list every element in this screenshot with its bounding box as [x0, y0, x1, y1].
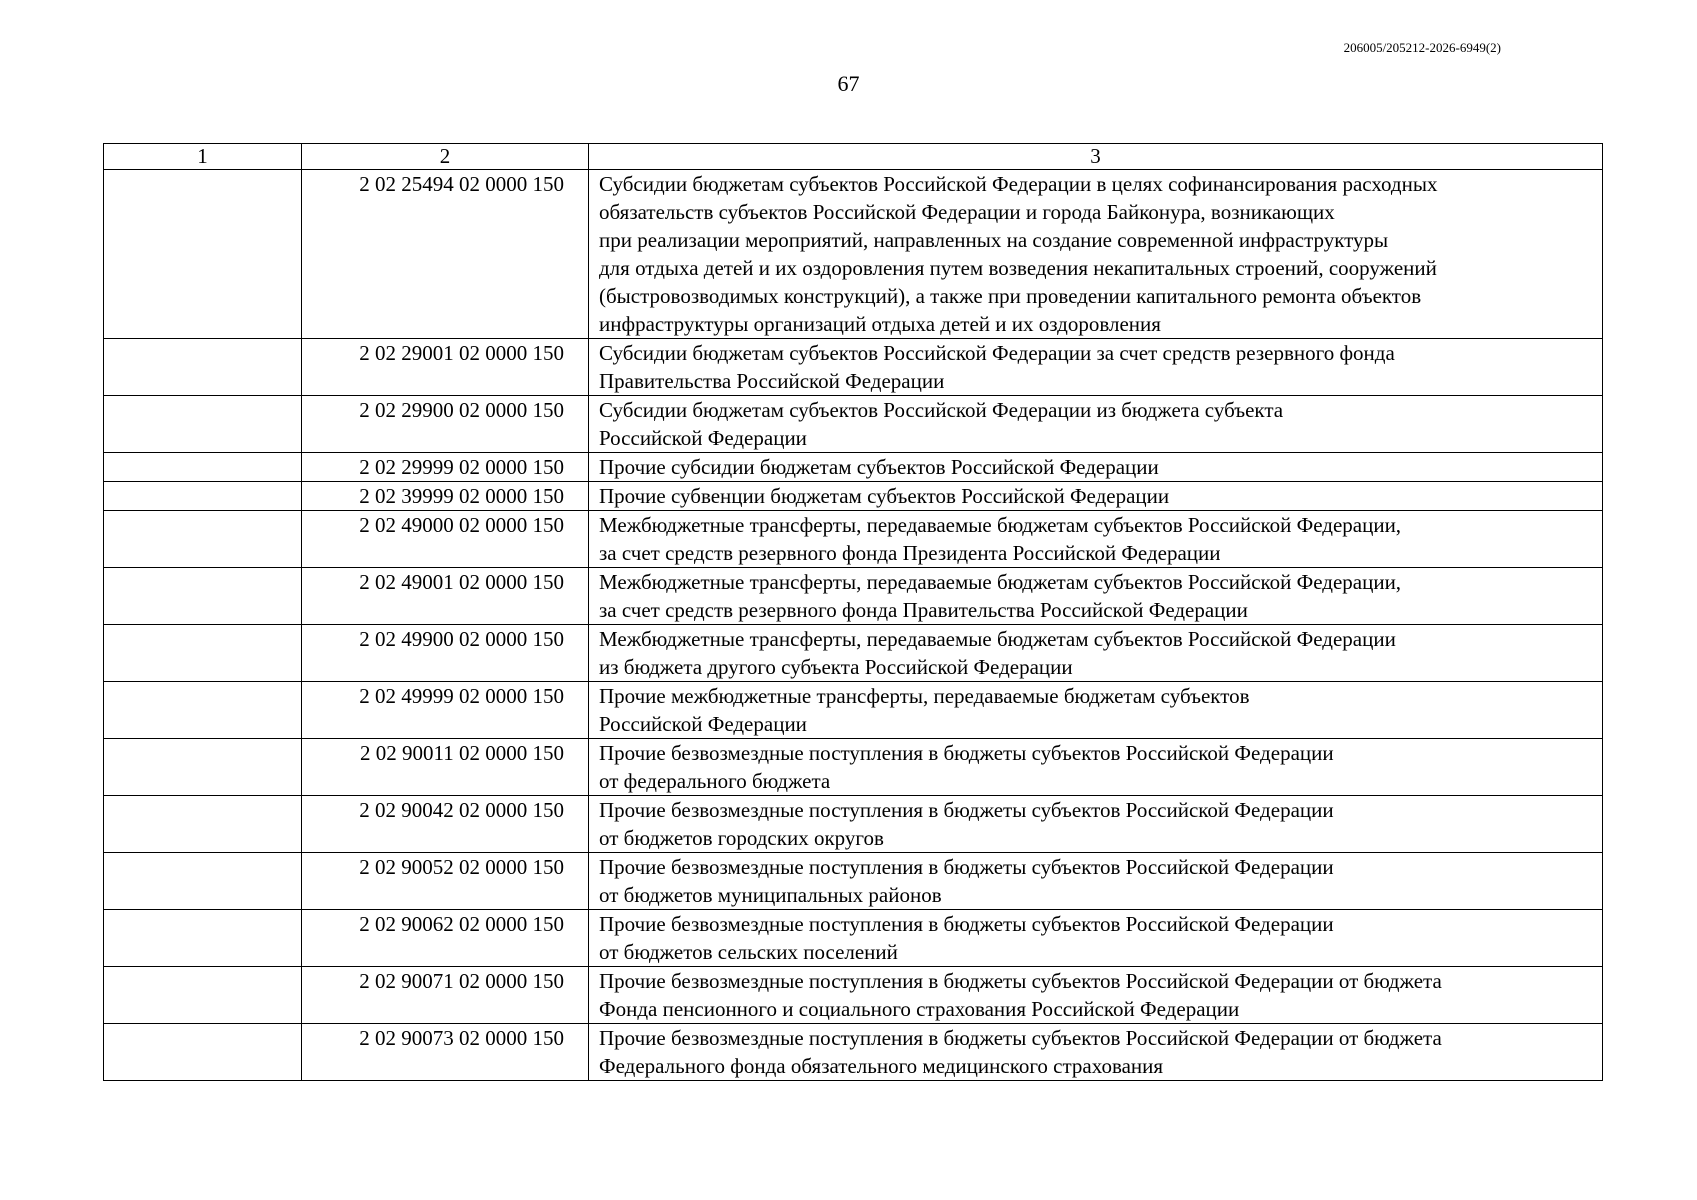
description-line: от федерального бюджета	[599, 769, 831, 793]
description-line: Межбюджетные трансферты, передаваемые бюджетам субъектов Российской Федерации,	[599, 513, 1402, 537]
budget-code-cell: 2 02 49900 02 0000 150	[302, 625, 589, 682]
row-number-cell	[104, 482, 302, 511]
description-cell	[589, 796, 1603, 853]
description-line: Прочие субсидии бюджетам субъектов Российской Федерации	[599, 455, 1159, 479]
table-row	[104, 396, 1603, 453]
row-number-cell	[104, 396, 302, 453]
description-line: за счет средств резервного фонда Президента Российской Федерации	[599, 541, 1221, 565]
budget-code-cell: 2 02 90011 02 0000 150	[302, 739, 589, 796]
row-number-cell	[104, 453, 302, 482]
page-number: 67	[837, 71, 860, 96]
row-number-cell	[104, 339, 302, 396]
budget-code-cell: 2 02 90062 02 0000 150	[302, 910, 589, 967]
description-line: из бюджета другого субъекта Российской Федерации	[599, 655, 1073, 679]
row-number-cell	[104, 910, 302, 967]
table-row	[104, 339, 1603, 396]
description-line: Прочие субвенции бюджетам субъектов Российской Федерации	[599, 484, 1170, 508]
description-line: Субсидии бюджетам субъектов Российской Федерации за счет средств резервного фонда	[599, 341, 1395, 365]
row-number-cell	[104, 967, 302, 1024]
description-line: Российской Федерации	[599, 712, 807, 736]
description-cell	[589, 396, 1603, 453]
budget-code-cell: 2 02 90071 02 0000 150	[302, 967, 589, 1024]
budget-code-cell: 2 02 25494 02 0000 150	[302, 170, 589, 339]
description-cell	[589, 910, 1603, 967]
description-cell	[589, 625, 1603, 682]
budget-code-cell: 2 02 90073 02 0000 150	[302, 1024, 589, 1081]
description-line: Межбюджетные трансферты, передаваемые бюджетам субъектов Российской Федерации,	[599, 570, 1402, 594]
table-row	[104, 453, 1603, 482]
budget-classification-table	[103, 143, 1603, 1081]
description-line: от бюджетов городских округов	[599, 826, 884, 850]
column-header-3: 3	[589, 144, 1603, 170]
description-line: от бюджетов сельских поселений	[599, 940, 898, 964]
description-line: Российской Федерации	[599, 426, 807, 450]
description-line: Субсидии бюджетам субъектов Российской Федерации в целях софинансирования расходных	[599, 172, 1438, 196]
table-header-row	[104, 144, 1603, 170]
budget-code-cell: 2 02 90042 02 0000 150	[302, 796, 589, 853]
table-row	[104, 482, 1603, 511]
description-cell	[589, 482, 1603, 511]
description-cell	[589, 511, 1603, 568]
description-line: от бюджетов муниципальных районов	[599, 883, 942, 907]
budget-code-cell: 2 02 29999 02 0000 150	[302, 453, 589, 482]
description-line: Прочие безвозмездные поступления в бюджеты субъектов Российской Федерации	[599, 912, 1334, 936]
row-number-cell	[104, 170, 302, 339]
description-line: за счет средств резервного фонда Правительства Российской Федерации	[599, 598, 1248, 622]
table-row	[104, 796, 1603, 853]
description-cell	[589, 682, 1603, 739]
row-number-cell	[104, 511, 302, 568]
description-line: Фонда пенсионного и социального страхования Российской Федерации	[599, 997, 1240, 1021]
description-cell	[589, 967, 1603, 1024]
row-number-cell	[104, 682, 302, 739]
budget-code-cell: 2 02 49999 02 0000 150	[302, 682, 589, 739]
description-line: обязательств субъектов Российской Федерации и города Байконура, возникающих	[599, 200, 1335, 224]
table-row	[104, 853, 1603, 910]
description-line: Прочие безвозмездные поступления в бюджеты субъектов Российской Федерации	[599, 855, 1334, 879]
description-cell	[589, 853, 1603, 910]
table-row	[104, 568, 1603, 625]
description-line: Субсидии бюджетам субъектов Российской Федерации из бюджета субъекта	[599, 398, 1284, 422]
description-cell	[589, 568, 1603, 625]
table-row	[104, 739, 1603, 796]
budget-code-cell: 2 02 49000 02 0000 150	[302, 511, 589, 568]
table-row	[104, 910, 1603, 967]
row-number-cell	[104, 853, 302, 910]
description-line: для отдыха детей и их оздоровления путем возведения некапитальных строений, сооружений	[599, 256, 1437, 280]
description-line: Федерального фонда обязательного медицинского страхования	[599, 1054, 1164, 1078]
description-cell	[589, 739, 1603, 796]
table-row	[104, 1024, 1603, 1081]
budget-code-cell: 2 02 29001 02 0000 150	[302, 339, 589, 396]
table-row	[104, 625, 1603, 682]
description-line: Прочие безвозмездные поступления в бюджеты субъектов Российской Федерации от бюджета	[599, 1026, 1442, 1050]
table-row	[104, 511, 1603, 568]
description-line: инфраструктуры организаций отдыха детей и их оздоровления	[599, 312, 1161, 336]
description-cell	[589, 1024, 1603, 1081]
budget-code-cell: 2 02 90052 02 0000 150	[302, 853, 589, 910]
row-number-cell	[104, 625, 302, 682]
budget-code-cell: 2 02 39999 02 0000 150	[302, 482, 589, 511]
table-row	[104, 170, 1603, 339]
table-body	[104, 170, 1603, 1081]
document-id: 206005/205212-2026-6949(2)	[1343, 40, 1501, 55]
description-cell	[589, 170, 1603, 339]
table-row	[104, 682, 1603, 739]
table-row	[104, 967, 1603, 1024]
row-number-cell	[104, 796, 302, 853]
budget-code-cell: 2 02 29900 02 0000 150	[302, 396, 589, 453]
description-line: Прочие межбюджетные трансферты, передаваемые бюджетам субъектов	[599, 684, 1250, 708]
column-header-1: 1	[104, 144, 302, 170]
description-line: Межбюджетные трансферты, передаваемые бюджетам субъектов Российской Федерации	[599, 627, 1396, 651]
budget-code-cell: 2 02 49001 02 0000 150	[302, 568, 589, 625]
description-line: Правительства Российской Федерации	[599, 369, 945, 393]
description-line: при реализации мероприятий, направленных на создание современной инфраструктуры	[599, 228, 1389, 252]
description-line: Прочие безвозмездные поступления в бюджеты субъектов Российской Федерации от бюджета	[599, 969, 1442, 993]
row-number-cell	[104, 1024, 302, 1081]
description-line: (быстровозводимых конструкций), а также при проведении капитального ремонта объектов	[599, 284, 1422, 308]
row-number-cell	[104, 739, 302, 796]
column-header-2: 2	[302, 144, 589, 170]
description-line: Прочие безвозмездные поступления в бюджеты субъектов Российской Федерации	[599, 741, 1334, 765]
description-line: Прочие безвозмездные поступления в бюджеты субъектов Российской Федерации	[599, 798, 1334, 822]
row-number-cell	[104, 568, 302, 625]
description-cell	[589, 339, 1603, 396]
description-cell	[589, 453, 1603, 482]
